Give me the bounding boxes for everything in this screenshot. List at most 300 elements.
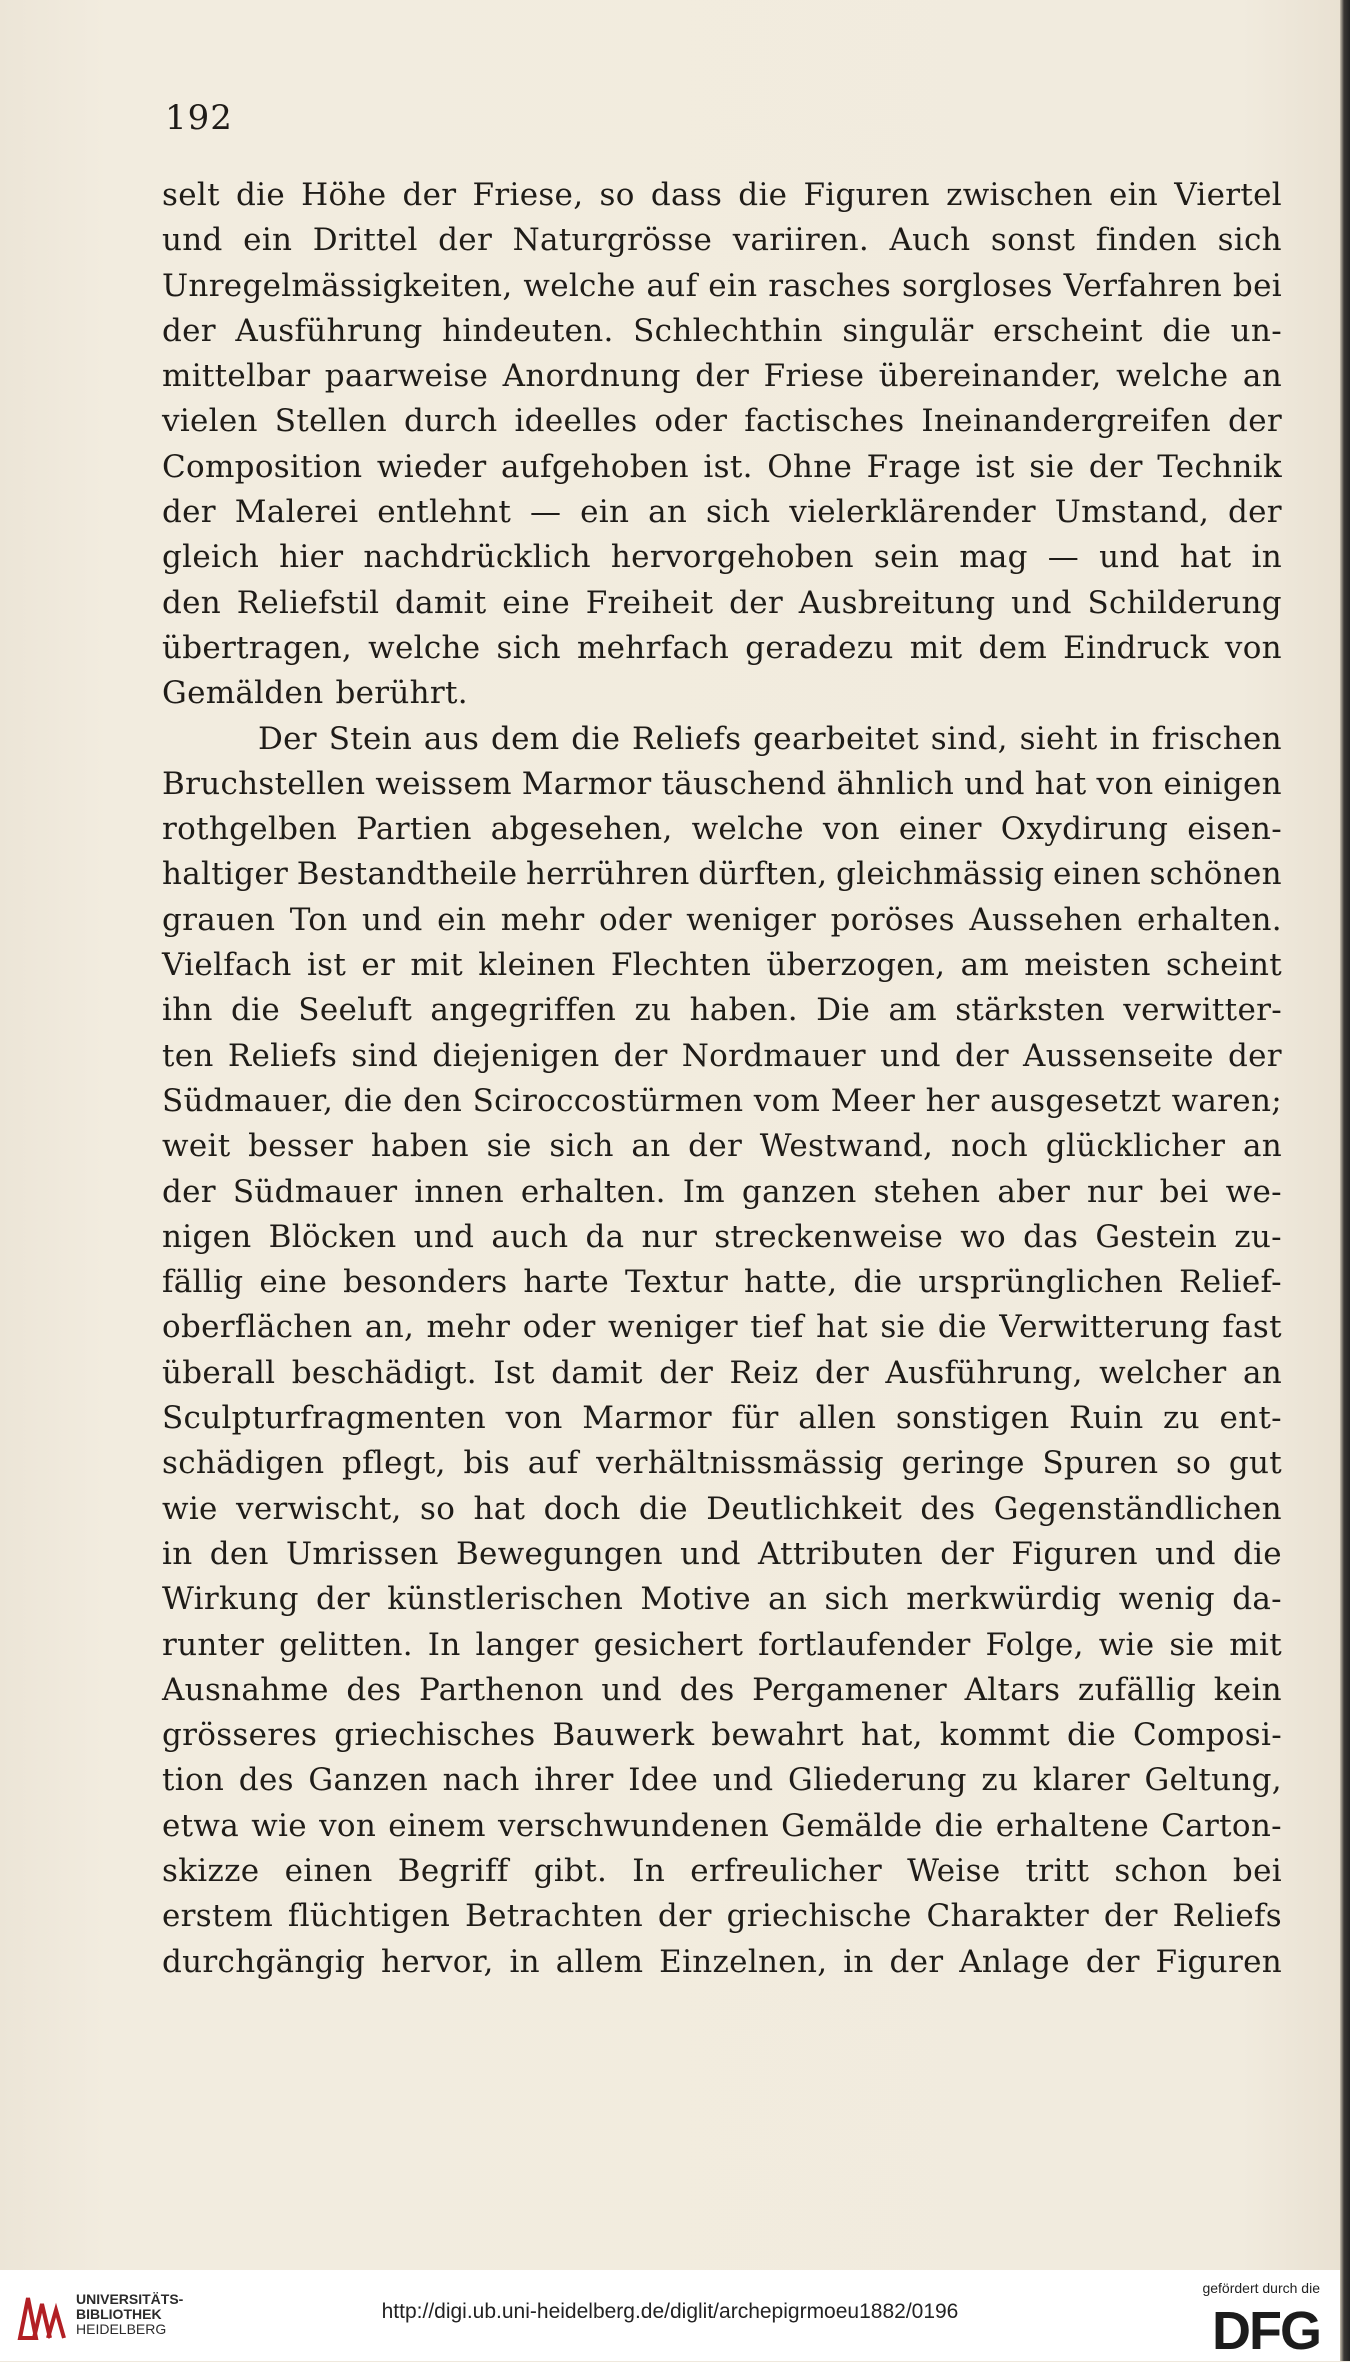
word: klarer [1032, 1762, 1130, 1799]
word: der [815, 1354, 869, 1391]
word: Schilderung [1087, 584, 1282, 621]
word: Weise [907, 1852, 1001, 1889]
word: den [162, 584, 222, 621]
word: zu [634, 992, 672, 1029]
word: Stein [328, 720, 413, 757]
word: ausgesetzt [990, 1082, 1162, 1119]
permalink-url[interactable]: http://digi.ub.uni-heidelberg.de/diglit/archepigrmoeu1882/0196 [381, 2300, 959, 2323]
word: scheint [1165, 947, 1282, 984]
word: das [1023, 1218, 1079, 1255]
word: Gestein [1095, 1218, 1218, 1255]
word: sich [1217, 222, 1282, 259]
word: mit [410, 947, 464, 984]
word: sich [549, 1128, 614, 1165]
word: ein [243, 222, 293, 259]
text-line [162, 898, 1282, 943]
word: In [427, 1626, 461, 1663]
text-line [162, 1487, 1282, 1532]
word: gelitten. [279, 1626, 413, 1663]
word: bewahrt [711, 1717, 844, 1754]
word: ist. [703, 448, 753, 485]
word: der [1085, 1943, 1140, 1980]
word: etwa [162, 1807, 240, 1844]
word: Begriff [397, 1852, 509, 1889]
word: überall [162, 1354, 276, 1391]
text-line [162, 1124, 1282, 1169]
word: Viertel [1174, 177, 1282, 213]
word: Blöcken [268, 1218, 397, 1255]
word: der [162, 312, 216, 349]
word: bei [1232, 267, 1282, 304]
word: der [657, 1898, 712, 1935]
text-line [162, 1260, 1282, 1305]
word: die [343, 1082, 393, 1119]
word: besonders [343, 1264, 508, 1301]
word: In [632, 1852, 666, 1889]
word: Reliefs [227, 1037, 338, 1074]
word: übertragen, [162, 629, 353, 666]
word: Nordmauer [681, 1037, 866, 1074]
text-line [162, 988, 1282, 1033]
word: schon [1114, 1852, 1208, 1889]
text-line [162, 1713, 1282, 1758]
word: und [880, 1037, 941, 1074]
word: hindeuten. [442, 312, 614, 349]
word: tief [750, 1309, 804, 1346]
word: sich [824, 1581, 889, 1618]
word: welche [368, 629, 481, 666]
word: die [934, 1807, 984, 1844]
word: damit [394, 584, 487, 621]
word: mittelbar [162, 358, 311, 395]
word: bei [1232, 1852, 1282, 1889]
word: weissem [375, 765, 512, 802]
word: wo [960, 1218, 1007, 1255]
word: Gemälde [781, 1807, 923, 1844]
word: wenig [1118, 1581, 1215, 1618]
word: am [888, 992, 937, 1029]
word: ganzen [741, 1173, 857, 1210]
word: künstlerischen [387, 1581, 624, 1618]
word: berührt. [335, 675, 468, 712]
word: in [509, 1943, 540, 1980]
word: schädigen [162, 1445, 325, 1482]
word: Ausführung [235, 312, 423, 349]
word: ihrer [534, 1762, 614, 1799]
word: Charakter [926, 1898, 1090, 1935]
text-line [162, 1351, 1282, 1396]
word: verwitter- [1123, 992, 1282, 1029]
word: an [631, 1128, 671, 1165]
word: zufällig [1077, 1671, 1197, 1708]
word: Spuren [1042, 1445, 1159, 1482]
word: zu [981, 1762, 1019, 1799]
word: kein [1213, 1671, 1282, 1708]
word: waren; [1171, 1082, 1282, 1119]
word: nur [641, 1218, 698, 1255]
word: Flechten [610, 947, 752, 984]
word: da [585, 1218, 625, 1255]
word: sie [1029, 448, 1075, 485]
text-line [162, 309, 1282, 354]
word: gleichmässig [836, 856, 1045, 893]
word: Westwand, [759, 1128, 934, 1165]
word: sie [486, 1128, 532, 1165]
word: Die [816, 992, 871, 1029]
word: Attributen [757, 1535, 924, 1572]
word: und [162, 222, 223, 259]
word: ursprünglichen [918, 1264, 1164, 1301]
text-line [162, 535, 1282, 580]
text-line [162, 1758, 1282, 1803]
word: hervorgehoben [610, 539, 854, 576]
word: beschädigt. [291, 1354, 477, 1391]
word: und [712, 1762, 774, 1799]
word: zwischen [946, 177, 1093, 213]
word: Ganzen [308, 1762, 429, 1799]
word: in [1109, 720, 1140, 757]
word: mag [959, 539, 1028, 576]
word: Der [258, 720, 317, 757]
word: factisches [744, 403, 905, 440]
word: hat, [860, 1717, 923, 1754]
word: Technik [1157, 448, 1282, 485]
word: auf [527, 1445, 579, 1482]
word: abgesehen, [490, 811, 673, 848]
word: skizze [162, 1852, 260, 1889]
word: Deutlichkeit [706, 1490, 903, 1527]
word: grauen [162, 901, 276, 938]
word: Meer [830, 1082, 916, 1119]
word: in [162, 1535, 193, 1572]
word: Ausbreitung [798, 584, 996, 621]
word: Südmauer, [162, 1082, 334, 1119]
word: Im [682, 1173, 725, 1210]
word: Gliederung [788, 1762, 967, 1799]
word: selt [162, 177, 220, 213]
word: am [960, 947, 1010, 984]
word: pflegt, [341, 1445, 446, 1482]
word: Ausnahme [162, 1671, 329, 1708]
word: Gegenständlichen [993, 1490, 1282, 1527]
word: Auch [889, 222, 971, 259]
word: da- [1232, 1581, 1282, 1618]
word: den [403, 1082, 463, 1119]
word: dass [650, 177, 723, 213]
word: des [238, 1762, 294, 1799]
word: dem [978, 629, 1048, 666]
word: eine [502, 584, 571, 621]
word: an, [364, 1309, 415, 1346]
word: hatte, [744, 1264, 838, 1301]
word: Drittel [312, 222, 418, 259]
word: die [1162, 312, 1212, 349]
word: der [954, 1037, 1009, 1074]
word: Anlage [959, 1943, 1070, 1980]
word: griechisches [334, 1717, 536, 1754]
word: Freiheit [585, 584, 714, 621]
word: Bruchstellen [162, 765, 366, 802]
word: sie [880, 1309, 926, 1346]
word: Relief- [1179, 1264, 1282, 1301]
word: Friese [763, 358, 865, 395]
word: hat [1179, 539, 1232, 576]
word: entlehnt [377, 494, 512, 531]
page-edge [1340, 0, 1350, 2361]
word: an [768, 1581, 808, 1618]
word: welche [1116, 358, 1229, 395]
word: Motive [640, 1581, 751, 1618]
word: nachdrücklich [363, 539, 591, 576]
word: und [680, 1535, 741, 1572]
word: Reliefs [632, 720, 742, 757]
word: Oxydirung [1000, 811, 1169, 848]
word: der [162, 494, 216, 531]
word: Aussehen [969, 901, 1123, 938]
word: oder [522, 1309, 596, 1346]
word: weniger [686, 901, 817, 938]
word: der [1088, 448, 1143, 485]
word: Ohne [767, 448, 853, 485]
word: Ist [493, 1354, 535, 1391]
word: fällig [162, 1264, 244, 1301]
page-number: 192 [165, 98, 233, 138]
word: und [964, 765, 1025, 802]
word: der [1103, 1898, 1158, 1935]
text-line [162, 1940, 1282, 1985]
word: durchgängig [162, 1943, 366, 1980]
word: Carton- [1161, 1807, 1282, 1844]
word: Ineinandergreifen [921, 403, 1212, 440]
word: übereinander, [878, 358, 1102, 395]
text-line [162, 671, 1282, 716]
word: von [505, 1400, 563, 1437]
word: an [1242, 358, 1282, 395]
word: wieder [376, 448, 487, 485]
word: meisten [1024, 947, 1151, 984]
word: die [571, 720, 621, 757]
text-line [162, 717, 1282, 762]
word: ist [975, 448, 1015, 485]
word: merkwürdig [906, 1581, 1102, 1618]
word: langer [475, 1626, 579, 1663]
word: auf [646, 267, 698, 304]
word: gut [1228, 1445, 1282, 1482]
word: Partien [356, 811, 472, 848]
word: ein [580, 494, 630, 531]
word: innen [414, 1173, 504, 1210]
word: Composi- [1132, 1717, 1282, 1754]
text-line [162, 1305, 1282, 1350]
word: gibt. [533, 1852, 608, 1889]
word: hier [279, 539, 344, 576]
word: aufgehoben [501, 448, 689, 485]
word: so [599, 177, 635, 213]
word: der [889, 1943, 944, 1980]
word: und [413, 1218, 475, 1255]
word: zu [1163, 1400, 1200, 1437]
word: Umrissen [285, 1535, 439, 1572]
text-line [162, 173, 1282, 218]
text-line [162, 1623, 1282, 1668]
word: angegriffen [430, 992, 617, 1029]
word: haltiger [162, 856, 289, 893]
word: variiren. [732, 222, 870, 259]
word: von [319, 1807, 377, 1844]
word: Umstand, [1054, 494, 1210, 531]
word: poröses [830, 901, 955, 938]
text-line [162, 264, 1282, 309]
footer [0, 2270, 1340, 2361]
word: einer [898, 811, 982, 848]
word: Composition [162, 448, 363, 485]
word: einen [1053, 856, 1142, 893]
word: durch [404, 403, 498, 440]
word: so [419, 1490, 456, 1527]
word: sonstigen [895, 1400, 1050, 1437]
word: Marmor [582, 1400, 712, 1437]
word: fast [1222, 1309, 1282, 1346]
word: verhältnissmässig [596, 1445, 884, 1482]
word: Textur [624, 1264, 729, 1301]
word: sonst [990, 222, 1076, 259]
text-line [162, 1849, 1282, 1894]
word: sind [351, 1037, 419, 1074]
word: hat [816, 1309, 868, 1346]
word: Bewegungen [455, 1535, 663, 1572]
word: haben. [689, 992, 798, 1029]
word: einem [388, 1807, 486, 1844]
word: griechische [726, 1898, 912, 1935]
word: hervor, [380, 1943, 494, 1980]
word: sorgloses [902, 267, 1053, 304]
word: Ton [289, 901, 348, 938]
word: Aussenseite [1023, 1037, 1214, 1074]
word: geringe [901, 1445, 1025, 1482]
word: mit [909, 629, 963, 666]
text-line [162, 1079, 1282, 1124]
word: diejenigen [432, 1037, 600, 1074]
word: Anordnung [502, 358, 681, 395]
word: flüchtigen [287, 1898, 451, 1935]
word: Naturgrösse [512, 222, 713, 259]
word: der [688, 1128, 743, 1165]
word: streckenweise [714, 1218, 944, 1255]
word: dem [490, 720, 560, 757]
word: herrühren [525, 856, 690, 893]
text-line [162, 1532, 1282, 1577]
word: der [659, 1354, 714, 1391]
word: ideelles [514, 403, 638, 440]
word: Reliefstil [236, 584, 380, 621]
word: gearbeitet [753, 720, 920, 757]
word: Parthenon [418, 1671, 584, 1708]
word: oder [654, 403, 728, 440]
word: allem [555, 1943, 644, 1980]
word: vom [753, 1082, 821, 1119]
word: erhaltene [995, 1807, 1150, 1844]
word: die [1066, 1717, 1116, 1754]
word: Frage [866, 448, 962, 485]
word: gleich [162, 539, 260, 576]
word: Eindruck [1063, 629, 1209, 666]
word: von [1224, 629, 1282, 666]
text-line [162, 1894, 1282, 1939]
word: harte [523, 1264, 609, 1301]
word: damit [551, 1354, 643, 1391]
text-line [162, 218, 1282, 263]
library-name-line: BIBLIOTHEK [76, 2306, 162, 2322]
word: Seeluft [298, 992, 413, 1029]
word: der [316, 1581, 370, 1618]
text-line [162, 1668, 1282, 1713]
word: nur [1087, 1173, 1143, 1210]
text-line [162, 445, 1282, 490]
text-line [162, 1577, 1282, 1622]
word: die [853, 1264, 903, 1301]
word: Sculpturfragmenten [162, 1400, 487, 1437]
word: ein [437, 901, 487, 938]
word: runter [162, 1626, 265, 1663]
word: die [738, 177, 788, 213]
word: an [1242, 1354, 1282, 1391]
word: mehrfach [576, 629, 730, 666]
word: Südmauer [232, 1173, 398, 1210]
word: kommt [939, 1717, 1050, 1754]
word: ähnlich [836, 765, 955, 802]
word: sich [706, 494, 771, 531]
word: finden [1095, 222, 1198, 259]
text-line [162, 1170, 1282, 1215]
word: dürften, [698, 856, 828, 893]
word: ein [1108, 177, 1159, 213]
word: welche [691, 811, 804, 848]
word: fortlaufender [758, 1626, 971, 1663]
word: erstem [162, 1898, 274, 1935]
word: der [940, 1535, 995, 1572]
word: der [695, 358, 750, 395]
word: verschwundenen [497, 1807, 769, 1844]
word: ent- [1219, 1400, 1282, 1437]
word: rasches [768, 267, 892, 304]
word: Altars [964, 1671, 1061, 1708]
word: un- [1230, 312, 1282, 349]
word: sich [496, 629, 561, 666]
word: an [1242, 1128, 1282, 1165]
word: tion [162, 1762, 225, 1799]
word: Gemälden [162, 675, 324, 712]
word: Unregelmässigkeiten, [162, 267, 513, 304]
word: die [235, 177, 285, 213]
word: Verfahren [1063, 267, 1223, 304]
word: sieht [1019, 720, 1098, 757]
word: — [1047, 539, 1080, 576]
word: frischen [1151, 720, 1282, 757]
word: her [925, 1082, 980, 1119]
word: besser [248, 1128, 354, 1165]
word: Figuren [1155, 1943, 1282, 1980]
word: von [1096, 765, 1154, 802]
word: und [1155, 1535, 1216, 1572]
word: der [1228, 494, 1282, 531]
word: Vielfach [162, 947, 292, 984]
word: eisen- [1187, 811, 1282, 848]
word: tritt [1025, 1852, 1090, 1889]
word: mehr [500, 901, 585, 938]
word: Betrachten [464, 1898, 643, 1935]
word: nigen [162, 1218, 252, 1255]
word: rothgelben [162, 811, 338, 848]
